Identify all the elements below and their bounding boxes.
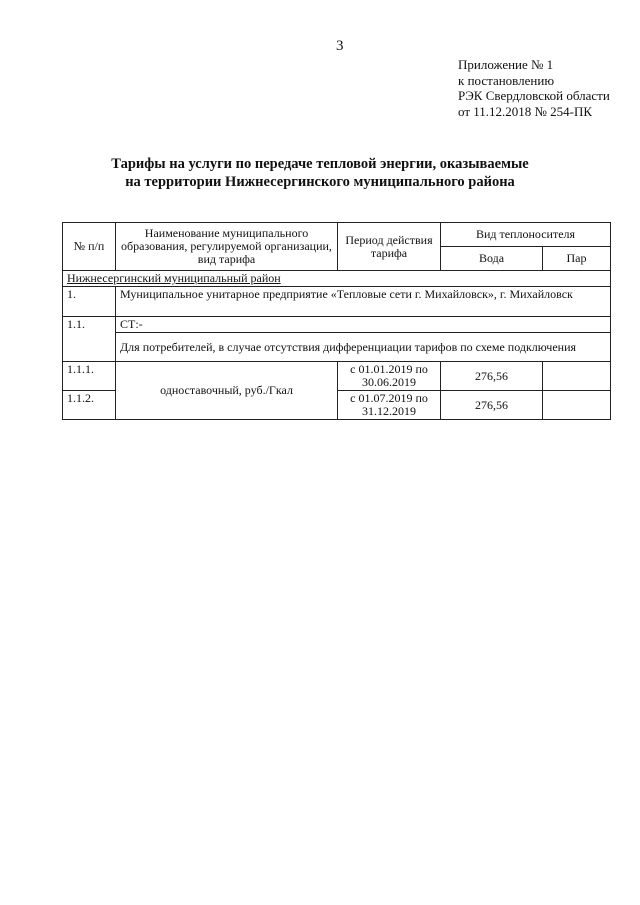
row-water: 276,56 <box>441 362 543 391</box>
org-num: 1. <box>63 287 116 317</box>
table-row <box>63 317 611 333</box>
header-name: Наименование муниципального образования, регулируемой организации, вид тарифа <box>116 223 338 271</box>
row-water: 276,56 <box>441 391 543 420</box>
header-num: № п/п <box>63 223 116 271</box>
page-number: 3 <box>336 38 344 54</box>
annex-line: от 11.12.2018 № 254-ПК <box>458 103 593 119</box>
tariff-type: одноставочный, руб./Гкал <box>116 362 338 420</box>
district-row: Нижнесергинский муниципальный район <box>63 271 611 287</box>
annex-line: РЭК Свердловской области <box>458 88 610 103</box>
table-row <box>63 287 611 317</box>
header-period: Период действия тарифа <box>338 223 441 271</box>
row-period: с 01.01.2019 по 30.06.2019 <box>338 362 441 391</box>
row-num: 1.1.1. <box>63 362 116 391</box>
row-period: с 01.07.2019 по 31.12.2019 <box>338 391 441 420</box>
row-steam <box>543 391 611 420</box>
title-line-1: Тарифы на услуги по передаче тепловой энергии, оказываемые <box>111 156 529 172</box>
document-title <box>60 155 580 191</box>
org-name: Муниципальное унитарное предприятие «Тепловые сети г. Михайловск», г. Михайловск <box>116 287 611 317</box>
header-steam: Пар <box>543 247 611 271</box>
annex-line: Приложение № 1 <box>458 57 554 72</box>
annex-line: к постановлению <box>458 72 555 88</box>
st-text: СТ:- <box>116 317 611 333</box>
title-line-2: на территории Нижнесергинского муниципального района <box>125 174 515 190</box>
st-num: 1.1. <box>63 317 116 362</box>
tariff-table <box>62 222 611 420</box>
row-steam <box>543 362 611 391</box>
annex-block <box>458 57 610 119</box>
table-row <box>63 362 611 391</box>
row-num: 1.1.2. <box>63 391 116 420</box>
header-carrier: Вид теплоносителя <box>441 223 611 247</box>
note-row: Для потребителей, в случае отсутствия дифференциации тарифов по схеме подключения <box>116 333 611 362</box>
header-water: Вода <box>441 247 543 271</box>
table-row <box>63 333 611 362</box>
